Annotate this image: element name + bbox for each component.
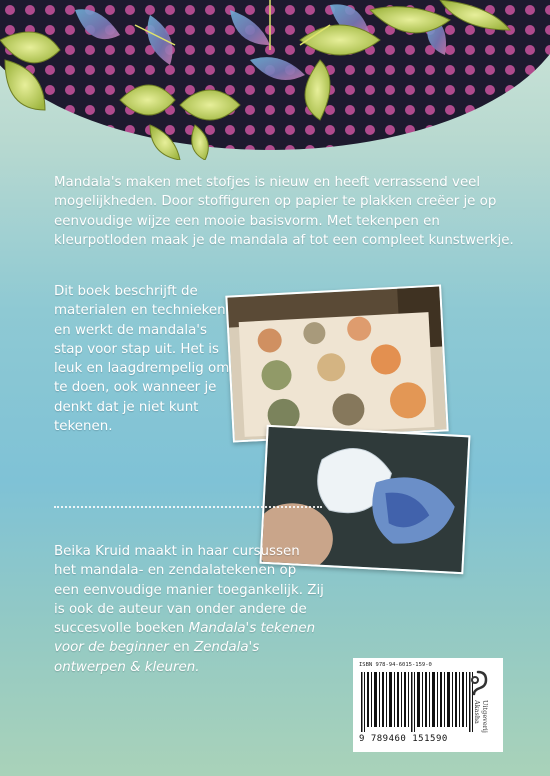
conjunction: en xyxy=(173,640,190,656)
barcode-panel xyxy=(353,658,503,752)
intro-paragraph: Mandala's maken met stofjes is nieuw en heeft verrassend veel mogelijkheden. Door stoffiguren op papier te plakken creëer je op eenvoudige wijze een mooie basisvorm. Met tekenpen en kleurpotloden maak je de mandala af tot een compleet kunstwerkje. xyxy=(54,175,514,248)
publisher-name: Uitgeverij Akasha xyxy=(473,700,489,733)
mandala-fabric-header xyxy=(0,0,550,160)
publisher-logo-icon xyxy=(463,668,493,698)
book-title-1: Mandala's tekenen voor de beginner xyxy=(54,621,316,656)
dotted-divider xyxy=(54,506,322,508)
book-title-2: Zendala's ontwerpen & kleuren. xyxy=(54,640,260,675)
author-bio-text: Beika Kruid maakt in haar cursussen het mandala- en zendalatekenen op een eenvoudige manier toegankelijk. Zij is ook de auteur van onder andere de succesvolle boeken xyxy=(54,544,324,637)
book-description: Dit boek beschrijft de materialen en technieken en werkt de mandala's stap voor stap uit. Het is leuk en laagdrempelig om te doen, ook wanneer je denkt dat je niet kunt tekenen. xyxy=(54,284,230,435)
barcode-image xyxy=(361,672,473,732)
photo-mandalas-on-table xyxy=(225,284,448,442)
author-bio xyxy=(54,542,324,677)
isbn-label: ISBN 978-94-6015-159-0 xyxy=(359,662,432,668)
barcode-number: 9 789460 151590 xyxy=(359,734,448,744)
